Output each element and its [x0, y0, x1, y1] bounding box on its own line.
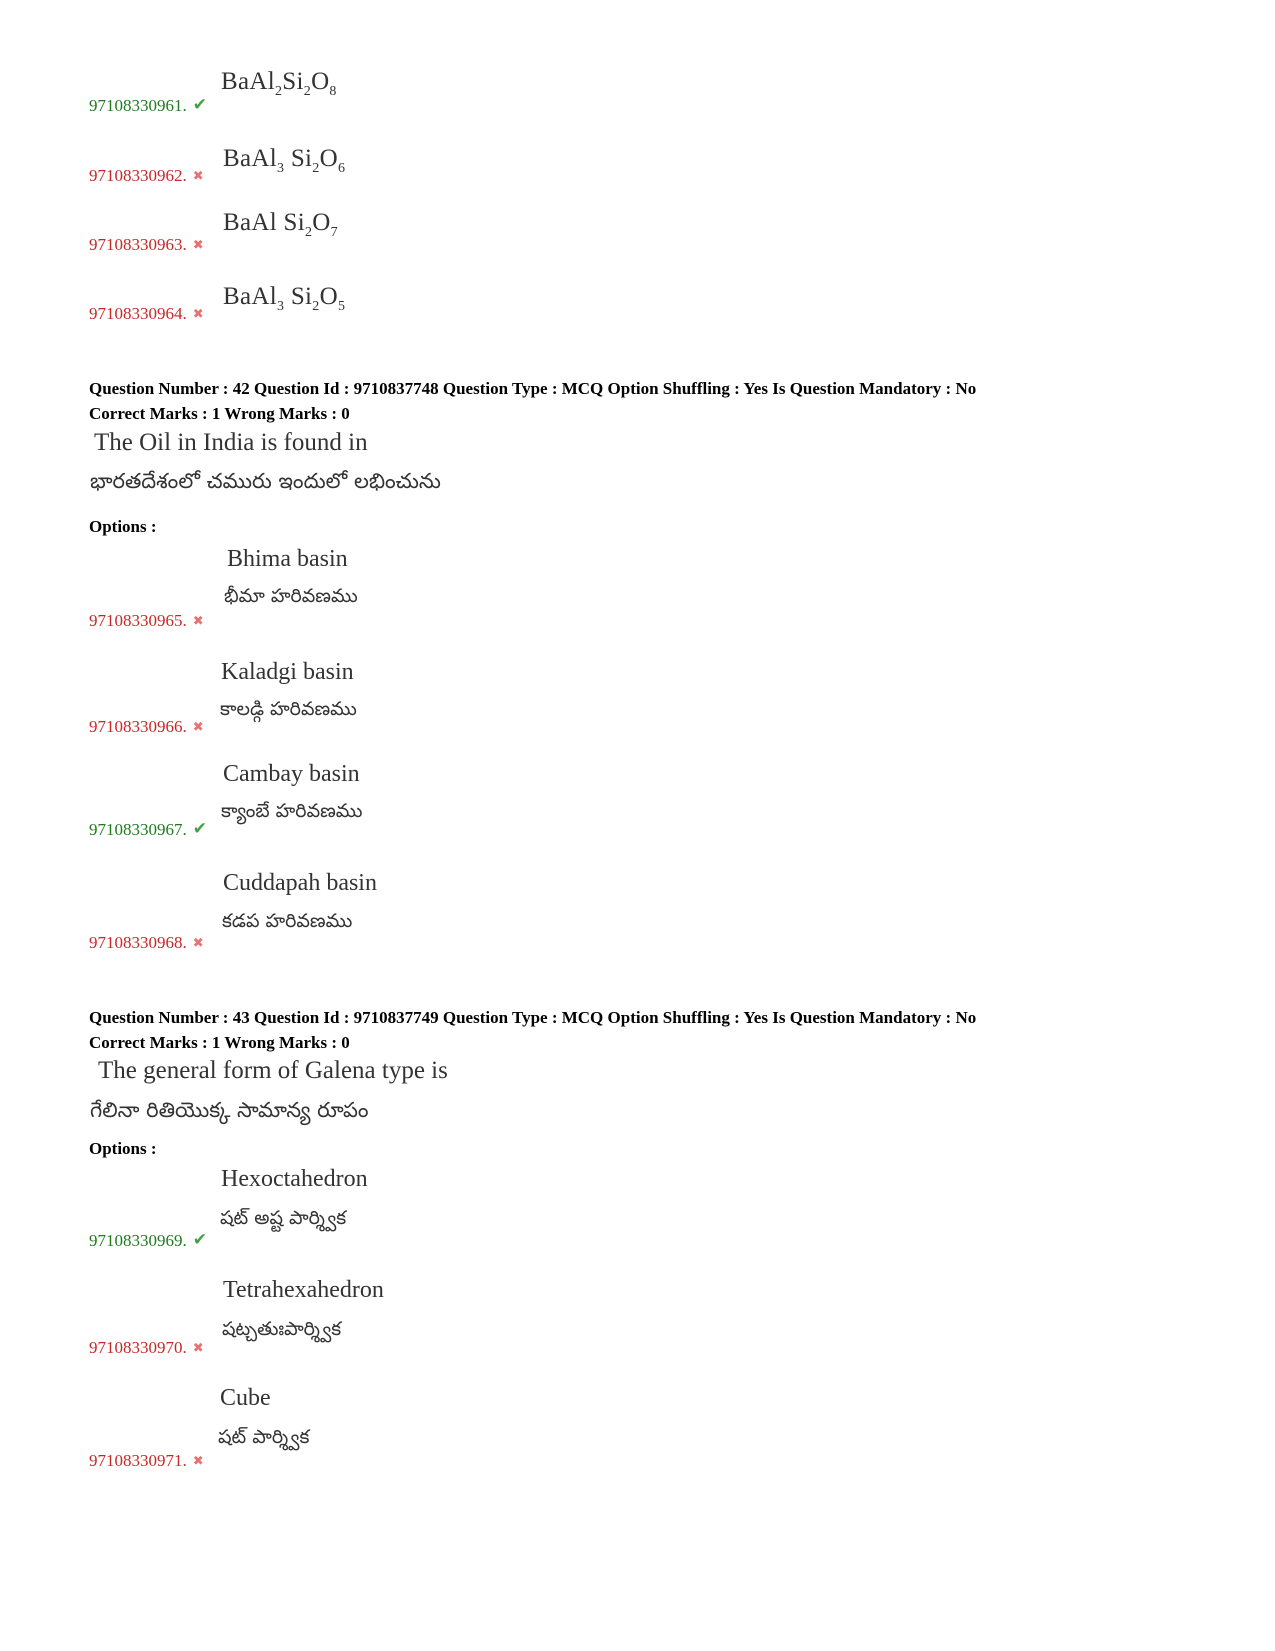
- option-text-te: కాలడ్గి హరివణము: [220, 698, 357, 720]
- option-id: 97108330968. ✖: [89, 933, 204, 952]
- option-text-en: Tetrahexahedron: [223, 1277, 384, 1303]
- cross-icon: ✖: [192, 237, 204, 252]
- option-text-te: కడప హరివణము: [222, 910, 353, 932]
- option-text-te: భీమా హరివణము: [224, 585, 358, 607]
- question-text-en: The Oil in India is found in: [94, 429, 368, 456]
- question-header: [89, 376, 976, 426]
- option-text-te: షట్చతుఃపార్శ్విక: [222, 1318, 342, 1340]
- question-text-en: The general form of Galena type is: [98, 1057, 448, 1084]
- formula-text: BaAl$_3$ $Si_2O_5$: [223, 283, 346, 314]
- cross-icon: ✖: [192, 168, 204, 183]
- formula-text: $BaAl_2Si_2O_8$: [221, 68, 337, 99]
- cross-icon: ✖: [192, 613, 204, 628]
- check-icon: ✔: [192, 819, 207, 838]
- option-id: 97108330970. ✖: [89, 1338, 204, 1357]
- check-icon: ✔: [192, 1230, 207, 1249]
- question-marks: Correct Marks : 1 Wrong Marks : 0: [89, 1033, 350, 1052]
- option-text-en: Bhima basin: [227, 546, 348, 572]
- question-marks: Correct Marks : 1 Wrong Marks : 0: [89, 404, 350, 423]
- option-id: 97108330962. ✖: [89, 166, 204, 185]
- option-text-en: Cambay basin: [223, 761, 360, 787]
- cross-icon: ✖: [192, 1340, 204, 1355]
- formula-text: BaAl$_3$ $Si_2O_6$: [223, 145, 346, 176]
- option-id: 97108330967. ✔: [89, 819, 207, 839]
- question-text-te: భారతదేశంలో చమురు ఇందులో లభించును: [90, 469, 441, 493]
- question-header: [89, 1005, 976, 1055]
- option-id: 97108330964. ✖: [89, 304, 204, 323]
- option-id: 97108330965. ✖: [89, 611, 204, 630]
- option-text-en: Kaladgi basin: [221, 659, 354, 685]
- option-text-te: క్యాంబే హరివణము: [221, 800, 363, 822]
- question-text-te: గేలినా రితియొక్క సామాన్య రూపం: [90, 1098, 369, 1122]
- option-id: 97108330966. ✖: [89, 717, 204, 736]
- option-text-te: షట్ పార్శ్విక: [218, 1426, 310, 1448]
- option-text-en: Cube: [220, 1385, 271, 1411]
- cross-icon: ✖: [192, 306, 204, 321]
- option-id: 97108330963. ✖: [89, 235, 204, 254]
- question-meta: Question Number : 42 Question Id : 9710837748 Question Type : MCQ Option Shuffling : Yes Is Question Mandatory : No: [89, 379, 977, 398]
- option-id: 97108330971. ✖: [89, 1451, 204, 1470]
- check-icon: ✔: [192, 95, 207, 114]
- cross-icon: ✖: [192, 935, 204, 950]
- option-text-en: Cuddapah basin: [223, 870, 377, 896]
- option-text-te: షట్ అష్ట పార్శ్విక: [220, 1207, 347, 1229]
- options-label: Options :: [89, 517, 157, 536]
- option-id: 97108330969. ✔: [89, 1230, 207, 1250]
- question-meta: Question Number : 43 Question Id : 9710837749 Question Type : MCQ Option Shuffling : Yes Is Question Mandatory : No: [89, 1008, 977, 1027]
- option-id: 97108330961. ✔: [89, 95, 207, 115]
- cross-icon: ✖: [192, 719, 204, 734]
- option-text-en: Hexoctahedron: [221, 1166, 368, 1192]
- cross-icon: ✖: [192, 1453, 204, 1468]
- options-label: Options :: [89, 1139, 157, 1158]
- formula-text: BaAl $Si_2O_7$: [223, 209, 338, 240]
